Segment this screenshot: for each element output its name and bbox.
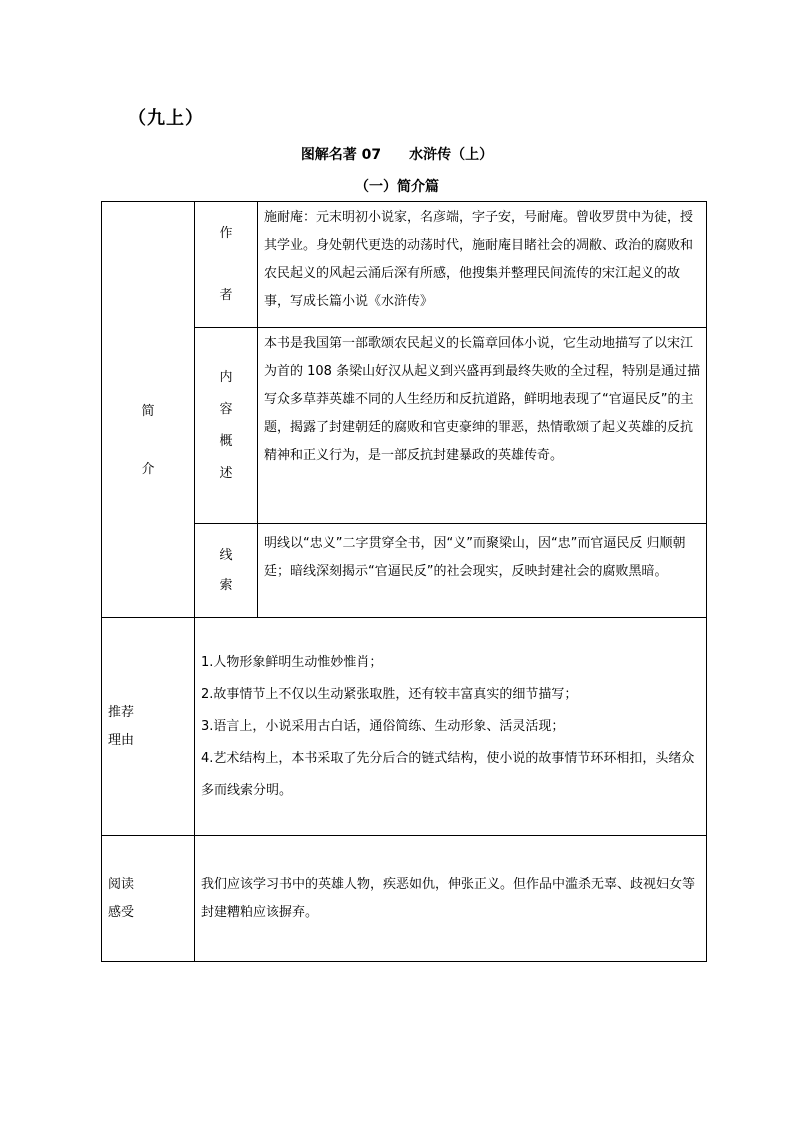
feel-text: 我们应该学习书中的英雄人物，疾恶如仇，伸张正义。但作品中滥杀无辜、歧视妇女等封建糟粕应该摒弃。 — [195, 836, 707, 962]
clue-text: 明线以“忠义”二字贯穿全书，因“义”而聚梁山，因“忠”而官逼民反 归顺朝廷；暗线深刻揭示“官逼民反”的社会现实，反映封建社会的腐败黑暗。 — [258, 524, 707, 618]
feel-label-line: 阅读 — [108, 876, 135, 892]
table-row — [102, 202, 707, 328]
title-series: 图解名著 07 — [300, 147, 382, 163]
reasons-label-cell — [102, 618, 195, 836]
summary-label-char: 容 — [219, 401, 233, 417]
author-label-char: 作 — [219, 225, 233, 241]
reasons-label-line: 推荐 — [108, 704, 135, 720]
section-intro-cell — [102, 202, 195, 618]
list-item: 2.故事情节上不仅以生动紧张取胜，还有较丰富真实的细节描写； — [201, 686, 578, 702]
summary-text: 本书是我国第一部歌颂农民起义的长篇章回体小说，它生动地描写了以宋江为首的 108 条梁山好汉从起义到兴盛再到最终失败的全过程，特别是通过描写众多草莽英雄不同的人生经历和反抗道路，鲜明地表现了“官逼民反”的主题，揭露了封建朝廷的腐败和官吏豪绅的罪恶，热情歌颂了起义英雄的反抗精神和正义行为，是一部反抗封建暴政的英雄传奇。 — [258, 328, 707, 524]
section-intro-char: 介 — [141, 461, 155, 477]
summary-label-char: 内 — [219, 369, 233, 385]
author-label-char: 者 — [219, 287, 233, 303]
table-row — [102, 836, 707, 962]
feel-label-cell — [102, 836, 195, 962]
page-title — [0, 144, 794, 164]
title-book: 水浒传（上） — [409, 147, 494, 163]
summary-label-cell — [195, 328, 258, 524]
section-intro-char: 简 — [141, 403, 155, 419]
clue-label-char: 索 — [219, 577, 233, 593]
summary-label-char: 述 — [219, 465, 233, 481]
grade-label: （九上） — [128, 108, 204, 129]
summary-label-char: 概 — [219, 433, 233, 449]
clue-label-cell — [195, 524, 258, 618]
intro-table — [101, 201, 707, 962]
list-item: 4.艺术结构上，本书采取了先分后合的链式结构，使小说的故事情节环环相扣，头绪众多而线索分明。 — [201, 750, 695, 798]
reasons-list — [195, 618, 707, 836]
author-text: 施耐庵：元末明初小说家，名彦端，字子安，号耐庵。曾收罗贯中为徒，授其学业。身处朝代更迭的动荡时代，施耐庵目睹社会的凋敝、政治的腐败和农民起义的风起云涌后深有所感，他搜集并整理民间流传的宋江起义的故事，写成长篇小说《水浒传》 — [258, 202, 707, 328]
reasons-label-line: 理由 — [108, 732, 135, 748]
table-row — [102, 618, 707, 836]
author-label-cell — [195, 202, 258, 328]
section-subtitle: （一）简介篇 — [355, 179, 439, 195]
list-item: 3.语言上，小说采用古白话，通俗简练、生动形象、活灵活现； — [201, 718, 565, 734]
clue-label-char: 线 — [219, 547, 233, 563]
list-item: 1.人物形象鲜明生动惟妙惟肖； — [201, 654, 383, 670]
feel-label-line: 感受 — [108, 904, 135, 920]
